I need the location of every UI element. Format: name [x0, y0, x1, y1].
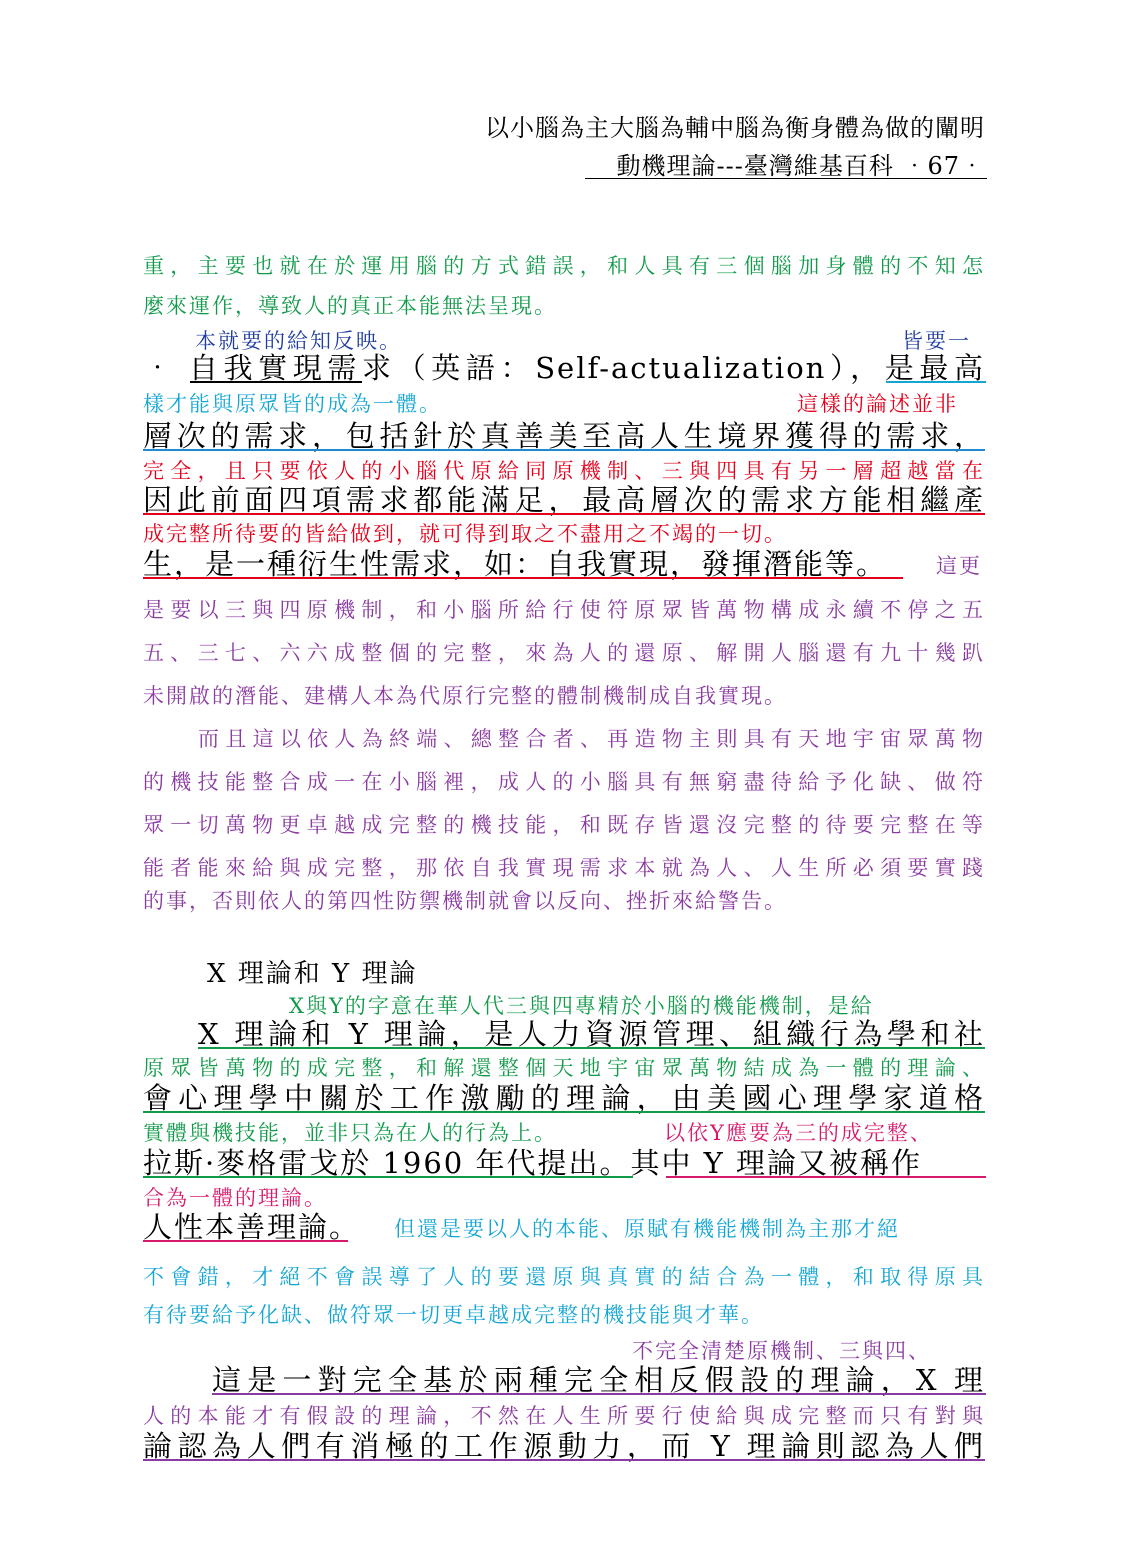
body-line: 重，主要也就在於運用腦的方式錯誤，和人具有三個腦加身體的不知怎: [143, 254, 985, 278]
underline: [666, 1176, 986, 1178]
underline: [198, 1047, 985, 1049]
header-rule: [585, 178, 987, 179]
underline: [212, 1393, 986, 1395]
quote-text: 拉斯·麥格雷戈於 1960 年代提出: [143, 1146, 600, 1180]
body-line: 眾一切萬物更卓越成完整的機技能，和既存皆還沒完整的待要完整在等: [143, 813, 985, 837]
annotation-note: 實體與機技能，並非只為在人的行為上。: [143, 1121, 557, 1145]
annotation-note: 人的本能才有假設的理論，不然在人生所要行使給與成完整而只有對與: [143, 1404, 985, 1428]
body-line: 有待要給予化缺、做符眾一切更卓越成完整的機技能與才華。: [143, 1303, 764, 1327]
body-line: 未開啟的潛能、建構人本為代原行完整的體制機制成自我實現。: [143, 684, 787, 708]
quote-line: 這是一對完全基於兩種完全相反假設的理論，X 理: [212, 1363, 985, 1397]
underline: [143, 577, 903, 579]
quote-line: 層次的需求，包括針於真善美至高人生境界獲得的需求，: [143, 419, 985, 453]
quote-line: 論認為人們有消極的工作源動力，而 Y 理論則認為人們: [143, 1429, 985, 1463]
annotation-note: 以依Y應要為三的成完整、: [664, 1121, 933, 1145]
header-title: 以小腦為主大腦為輔中腦為衡身體為做的闡明: [485, 114, 985, 142]
annotation-note: 樣才能與原眾皆的成為一體。: [143, 392, 442, 416]
header-subtitle-page: 動機理論---臺灣維基百科 ‧67‧: [616, 152, 985, 180]
body-line: 不會錯，才絕不會誤導了人的要還原與真實的結合為一體，和取得原具: [143, 1265, 985, 1289]
underline: [143, 1459, 985, 1461]
quote-line: ‧ 自我實現需求（英語：Self-actualization），是最高: [143, 351, 985, 385]
quote-text: 。: [856, 547, 888, 581]
annotation-note: 完全，且只要依人的小腦代原給同原機制、三與四具有另一層超越當在: [143, 459, 985, 483]
annotation-note: 這樣的論述並非: [797, 392, 958, 416]
quote-line: X 理論和 Y 理論，是人力資源管理、組織行為學和社: [198, 1017, 985, 1051]
body-line: 五、三七、六六成整個的完整，來為人的還原、解開人腦還有九十幾趴: [143, 641, 985, 665]
annotation-note: 皆要一: [902, 329, 971, 353]
underline: [143, 449, 985, 451]
annotation-note: 不完全清楚原機制、三與四、: [632, 1339, 931, 1363]
body-line: 的機技能整合成一在小腦裡，成人的小腦具有無窮盡待給予化缺、做符: [143, 770, 985, 794]
annotation-note: 合為一體的理論。: [143, 1186, 327, 1210]
body-line: 的事，否則依人的第四性防禦機制就會以反向、挫折來給警告。: [143, 889, 787, 913]
quote-line: 會心理學中關於工作激勵的理論，由美國心理學家道格: [143, 1081, 985, 1115]
body-line: 麼來運作，導致人的真正本能無法呈現。: [143, 294, 557, 318]
body-line: 但還是要以人的本能、原賦有機能機制為主那才絕: [394, 1217, 900, 1241]
annotation-note: 成完整所待要的皆給做到，就可得到取之不盡用之不竭的一切。: [143, 522, 787, 546]
annotation-note: 原眾皆萬物的成完整，和解還整個天地宇宙眾萬物結成為一體的理論、: [143, 1056, 985, 1080]
underline: [886, 381, 986, 383]
quote-text: 。: [329, 1210, 361, 1244]
annotation-note: 本就要的給知反映。: [195, 329, 402, 353]
quote-line: 因此前面四項需求都能滿足，最高層次的需求方能相繼產: [143, 483, 985, 517]
quote-text: 生，是一種衍生性需求，如：自我實現，發揮潛能等: [143, 547, 857, 581]
underline: [143, 1111, 985, 1113]
annotation-note: X與Y的字意在華人代三與四專精於小腦的機能機制，是給: [289, 994, 874, 1018]
section-heading: X 理論和 Y 理論: [207, 959, 418, 989]
body-line: 是要以三與四原機制，和小腦所給行使符原眾皆萬物構成永續不停之五: [143, 598, 985, 622]
underline: [190, 381, 362, 383]
underline: [143, 1176, 633, 1178]
body-line: 而且這以依人為終端、總整合者、再造物主則具有天地宇宙眾萬物: [198, 727, 985, 751]
underline: [143, 513, 985, 515]
quote-text: 人性本善理論: [143, 1210, 330, 1244]
underline: [143, 1240, 348, 1242]
annotation-note: 這更: [936, 554, 982, 578]
quote-text: 。其中 Y 理論又被稱作: [599, 1146, 923, 1180]
body-line: 能者能來給與成完整，那依自我實現需求本就為人、人生所必須要實踐: [143, 856, 985, 880]
